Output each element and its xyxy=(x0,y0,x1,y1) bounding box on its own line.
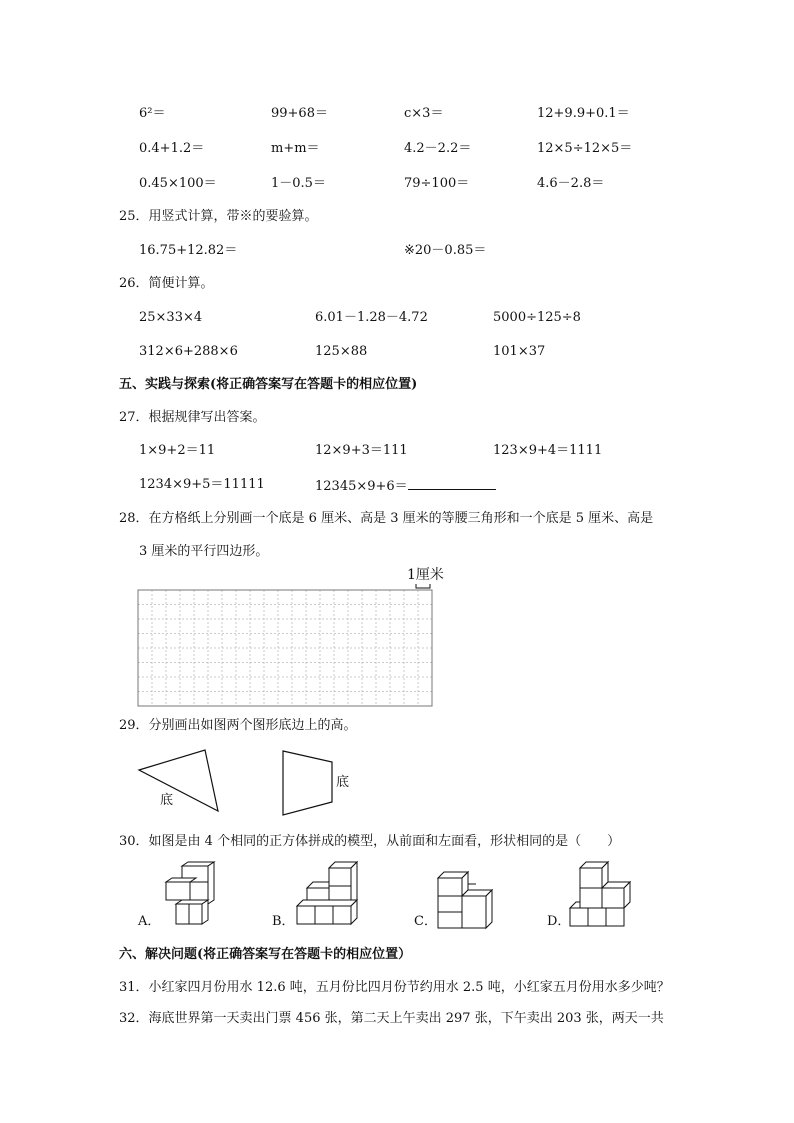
q26-item: 125×88 xyxy=(315,344,368,359)
question-31: 31．小红家四月份用水 12.6 吨，五月份比四月份节约用水 2.5 吨，小红家五月份用水多少吨？ xyxy=(119,980,670,995)
oral-item: 4.2－2.2＝ xyxy=(404,141,472,156)
cube-model-a xyxy=(158,862,216,928)
oral-item: 79÷100＝ xyxy=(404,176,470,191)
q26-item: 6.01－1.28－4.72 xyxy=(315,310,428,325)
answer-blank[interactable] xyxy=(408,477,496,490)
base-label-2: 底 xyxy=(336,775,350,790)
section-6-heading: 六、解决问题(将正确答案写在答题卡的相应位置） xyxy=(119,947,412,962)
section-5-heading: 五、实践与探索(将正确答案写在答题卡的相应位置) xyxy=(119,377,418,392)
cube-model-d xyxy=(568,862,634,928)
oral-item: 4.6－2.8＝ xyxy=(537,176,605,191)
oral-item: 0.4+1.2＝ xyxy=(139,141,205,156)
question-27-stem: 27．根据规律写出答案。 xyxy=(119,410,266,425)
question-25-stem: 25．用竖式计算，带※的要验算。 xyxy=(119,209,318,224)
q27-item: 1×9+2＝11 xyxy=(139,443,216,458)
q25-item: 16.75+12.82＝ xyxy=(139,243,238,258)
question-29-stem: 29．分别画出如图两个图形底边上的高。 xyxy=(119,718,357,733)
q26-item: 5000÷125÷8 xyxy=(493,310,581,325)
q27-item: 123×9+4＝1111 xyxy=(493,443,603,458)
option-a-label[interactable]: A． xyxy=(138,914,161,929)
oral-item: 99+68＝ xyxy=(271,106,328,121)
unit-label: 1厘米 xyxy=(407,567,444,583)
oral-item: 0.45×100＝ xyxy=(139,176,217,191)
question-30-stem: 30．如图是由 4 个相同的正方体拼成的模型，从前面和左面看，形状相同的是（ ） xyxy=(119,834,621,849)
cube-model-b xyxy=(295,862,361,928)
q26-item: 312×6+288×6 xyxy=(139,344,238,359)
q27-item: 12×9+3＝111 xyxy=(315,443,408,458)
oral-item: 12+9.9+0.1＝ xyxy=(537,106,630,121)
oral-item: 12×5÷12×5＝ xyxy=(537,141,633,156)
q27-item: 12345×9+6＝ xyxy=(315,477,496,495)
q26-item: 25×33×4 xyxy=(139,310,203,325)
question-28-line2: 3 厘米的平行四边形。 xyxy=(139,544,269,559)
question-28-line1: 28．在方格纸上分别画一个底是 6 厘米、高是 3 厘米的等腰三角形和一个底是 5 厘米、高是 xyxy=(119,511,654,526)
q25-item: ※20－0.85＝ xyxy=(404,243,487,258)
oral-item: c×3＝ xyxy=(404,106,444,121)
base-label-1: 底 xyxy=(160,793,174,808)
option-b-label[interactable]: B． xyxy=(272,914,295,929)
q27-item: 1234×9+5＝11111 xyxy=(139,477,265,492)
trapezoid-figure xyxy=(280,748,336,818)
cube-model-c xyxy=(436,870,496,932)
triangle-figure xyxy=(136,748,226,818)
grid-paper[interactable] xyxy=(138,590,432,706)
question-32: 32．海底世界第一天卖出门票 456 张，第二天上午卖出 297 张，下午卖出 203 张，两天一共 xyxy=(119,1011,664,1026)
question-26-stem: 26．简便计算。 xyxy=(119,276,214,291)
q26-item: 101×37 xyxy=(493,344,546,359)
option-c-label[interactable]: C． xyxy=(414,914,437,929)
oral-item: 6²＝ xyxy=(139,106,166,121)
oral-item: 1－0.5＝ xyxy=(271,176,326,191)
oral-item: m+m＝ xyxy=(271,141,320,156)
option-d-label[interactable]: D． xyxy=(547,914,571,929)
